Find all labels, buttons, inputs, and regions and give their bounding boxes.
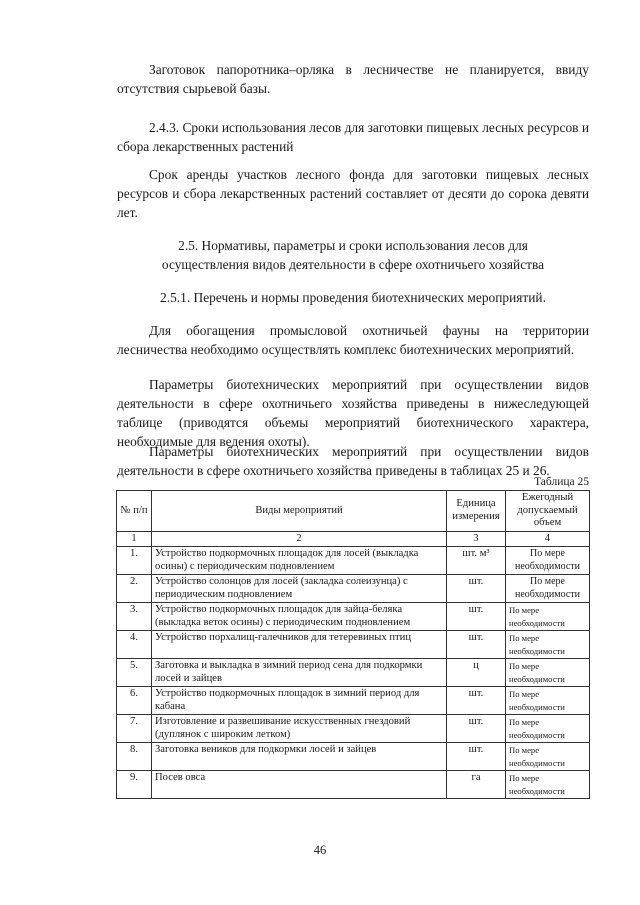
- row-num: 9.: [117, 771, 152, 799]
- table-row: [117, 631, 590, 659]
- row-name: Устройство подкормочных площадок для лосей (выкладка осины) с периодическим подновлением: [152, 547, 447, 575]
- row-volume: По мере необходимости: [506, 603, 590, 631]
- row-num: 5.: [117, 659, 152, 687]
- row-num: 8.: [117, 743, 152, 771]
- section-heading-2-5: 2.5. Нормативы, параметры и сроки использования лесов для осуществления видов деятельности в сфере охотничьего хозяйства: [161, 238, 545, 272]
- page-number: 46: [313, 843, 327, 857]
- row-volume: По мере необходимости: [506, 771, 590, 799]
- header-unit: Единица измерения: [447, 491, 506, 532]
- row-unit: га: [447, 771, 506, 799]
- table-row: [117, 603, 590, 631]
- row-unit: ц: [447, 659, 506, 687]
- index-cell: 2: [152, 531, 447, 547]
- row-num: 3.: [117, 603, 152, 631]
- row-name: Устройство подкормочных площадок для зайца-беляка (выкладка веток осины) с периодическим подновлением: [152, 603, 447, 631]
- paragraph-lease-term: Срок аренды участков лесного фонда для заготовки пищевых лесных ресурсов и сбора лекарственных растений составляет от десяти до сорока девяти лет.: [117, 167, 589, 220]
- row-num: 7.: [117, 715, 152, 743]
- row-name: Устройство порхалищ-галечников для тетеревиных птиц: [152, 631, 447, 659]
- header-name: Виды мероприятий: [152, 491, 447, 532]
- row-unit: шт.: [447, 715, 506, 743]
- row-volume: По мере необходимости: [506, 687, 590, 715]
- header-num: № п/п: [117, 491, 152, 532]
- section-heading-2-5-1: 2.5.1. Перечень и нормы проведения биотехнических мероприятий.: [160, 290, 546, 305]
- table-row: [117, 771, 590, 799]
- paragraph-parameters: Параметры биотехнических мероприятий при осуществлении видов деятельности в сфере охотничьего хозяйства приведены в нижеследующей таблице (приводятся объемы мероприятий биотехнического характера, необходимые для ведения охоты).: [117, 377, 589, 449]
- row-name: Устройство солонцов для лосей (закладка солеизунца) с периодическим подновлением: [152, 575, 447, 603]
- row-name: Изготовление и развешивание искусственных гнездовий (дуплянок с широким летком): [152, 715, 447, 743]
- row-volume: По мере необходимости: [506, 743, 590, 771]
- table-row: [117, 547, 590, 575]
- row-unit: шт.: [447, 687, 506, 715]
- row-name: Устройство подкормочных площадок в зимний период для кабана: [152, 687, 447, 715]
- table-row: [117, 575, 590, 603]
- table-row: [117, 715, 590, 743]
- row-volume: По мере необходимости: [506, 575, 590, 603]
- row-name: Посев овса: [152, 771, 447, 799]
- row-num: 2.: [117, 575, 152, 603]
- row-num: 4.: [117, 631, 152, 659]
- row-volume: По мере необходимости: [506, 547, 590, 575]
- row-name: Заготовка и выкладка в зимний период сена для подкормки лосей и зайцев: [152, 659, 447, 687]
- row-unit: шт.: [447, 743, 506, 771]
- row-unit: шт.: [447, 631, 506, 659]
- table-row: [117, 687, 590, 715]
- header-volume: Ежегодный допускаемый объем: [506, 491, 590, 532]
- index-cell: 1: [117, 531, 152, 547]
- row-num: 1.: [117, 547, 152, 575]
- section-heading-2-4-3: 2.4.3. Сроки использования лесов для заготовки пищевых лесных ресурсов и сбора лекарственных растений: [117, 120, 589, 154]
- paragraph-fauna: Для обогащения промысловой охотничьей фауны на территории лесничества необходимо осуществлять комплекс биотехнических мероприятий.: [117, 323, 589, 357]
- row-unit: шт. м³: [447, 547, 506, 575]
- table-row: [117, 743, 590, 771]
- table-row: [117, 659, 590, 687]
- row-name: Заготовка веников для подкормки лосей и зайцев: [152, 743, 447, 771]
- index-cell: 3: [447, 531, 506, 547]
- paragraph-tables-ref: Параметры биотехнических мероприятий при осуществлении видов деятельности в сфере охотничьего хозяйства приведены в таблицах 25 и 26.: [117, 444, 589, 478]
- row-volume: По мере необходимости: [506, 715, 590, 743]
- row-unit: шт.: [447, 575, 506, 603]
- row-volume: По мере необходимости: [506, 631, 590, 659]
- index-cell: 4: [506, 531, 590, 547]
- paragraph-bracken: Заготовок папоротника–орляка в лесничестве не планируется, ввиду отсутствия сырьевой базы.: [117, 62, 589, 96]
- row-unit: шт.: [447, 603, 506, 631]
- row-num: 6.: [117, 687, 152, 715]
- table-caption: Таблица 25: [534, 476, 589, 488]
- row-volume: По мере необходимости: [506, 659, 590, 687]
- biotechnical-measures-table: [116, 490, 590, 799]
